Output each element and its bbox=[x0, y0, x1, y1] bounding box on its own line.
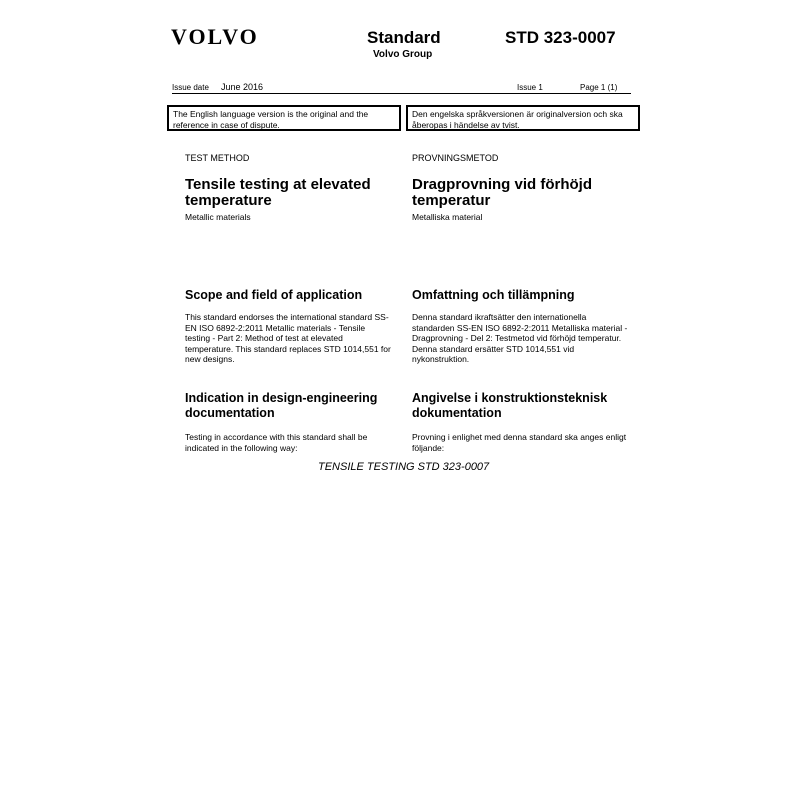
subtitle-en: Metallic materials bbox=[185, 212, 251, 222]
designation-code: TENSILE TESTING STD 323-0007 bbox=[318, 461, 490, 473]
issue-date-label: Issue date bbox=[172, 83, 209, 92]
disclaimer-box-sv bbox=[406, 105, 640, 131]
standard-number: STD 323-0007 bbox=[505, 28, 616, 47]
subtitle-sv: Metalliska material bbox=[412, 212, 483, 222]
method-label-sv: PROVNINGSMETOD bbox=[412, 153, 499, 163]
title-sv: Dragprovning vid förhöjd temperatur bbox=[412, 176, 592, 209]
indication-heading-en: Indication in design-engineering documentation bbox=[185, 391, 378, 420]
disclaimer-box-en bbox=[167, 105, 401, 131]
scope-text-sv: Denna standard ikraftsätter den internationella standarden SS-EN ISO 6892-2:2011 Metalliska material - Dragprovning - Del 2: Testmetod vid förhöjd temperatur. Denna standard ersätter STD 1014,551 vid nykonstruktion. bbox=[412, 312, 628, 364]
document-type: Standard bbox=[367, 28, 441, 47]
header-divider bbox=[172, 93, 631, 94]
scope-heading-en: Scope and field of application bbox=[185, 288, 363, 302]
page-number: Page 1 (1) bbox=[580, 83, 618, 92]
scope-heading-sv: Omfattning och tillämpning bbox=[412, 288, 575, 302]
disclaimer-text-sv: Den engelska språkversionen är originalversion och ska åberopas i händelse av tvist. bbox=[412, 109, 623, 130]
issue-date: June 2016 bbox=[221, 82, 264, 92]
scope-text-en: This standard endorses the international standard SS-EN ISO 6892-2:2011 Metallic materials - Tensile testing - Part 2: Method of test at elevated temperature. This standard replaces STD 1014,551 for new designs. bbox=[185, 312, 391, 364]
organization: Volvo Group bbox=[373, 49, 433, 60]
indication-heading-sv: Angivelse i konstruktionsteknisk dokumentation bbox=[412, 391, 608, 420]
disclaimer-text-en: The English language version is the original and the reference in case of dispute. bbox=[173, 109, 369, 130]
issue-number: Issue 1 bbox=[517, 83, 543, 92]
method-label-en: TEST METHOD bbox=[185, 153, 250, 163]
indication-text-en: Testing in accordance with this standard shall be indicated in the following way: bbox=[185, 432, 368, 453]
title-en: Tensile testing at elevated temperature bbox=[185, 176, 371, 209]
volvo-logo: VOLVO bbox=[171, 24, 259, 49]
indication-text-sv: Provning i enlighet med denna standard ska anges enligt följande: bbox=[412, 432, 627, 453]
